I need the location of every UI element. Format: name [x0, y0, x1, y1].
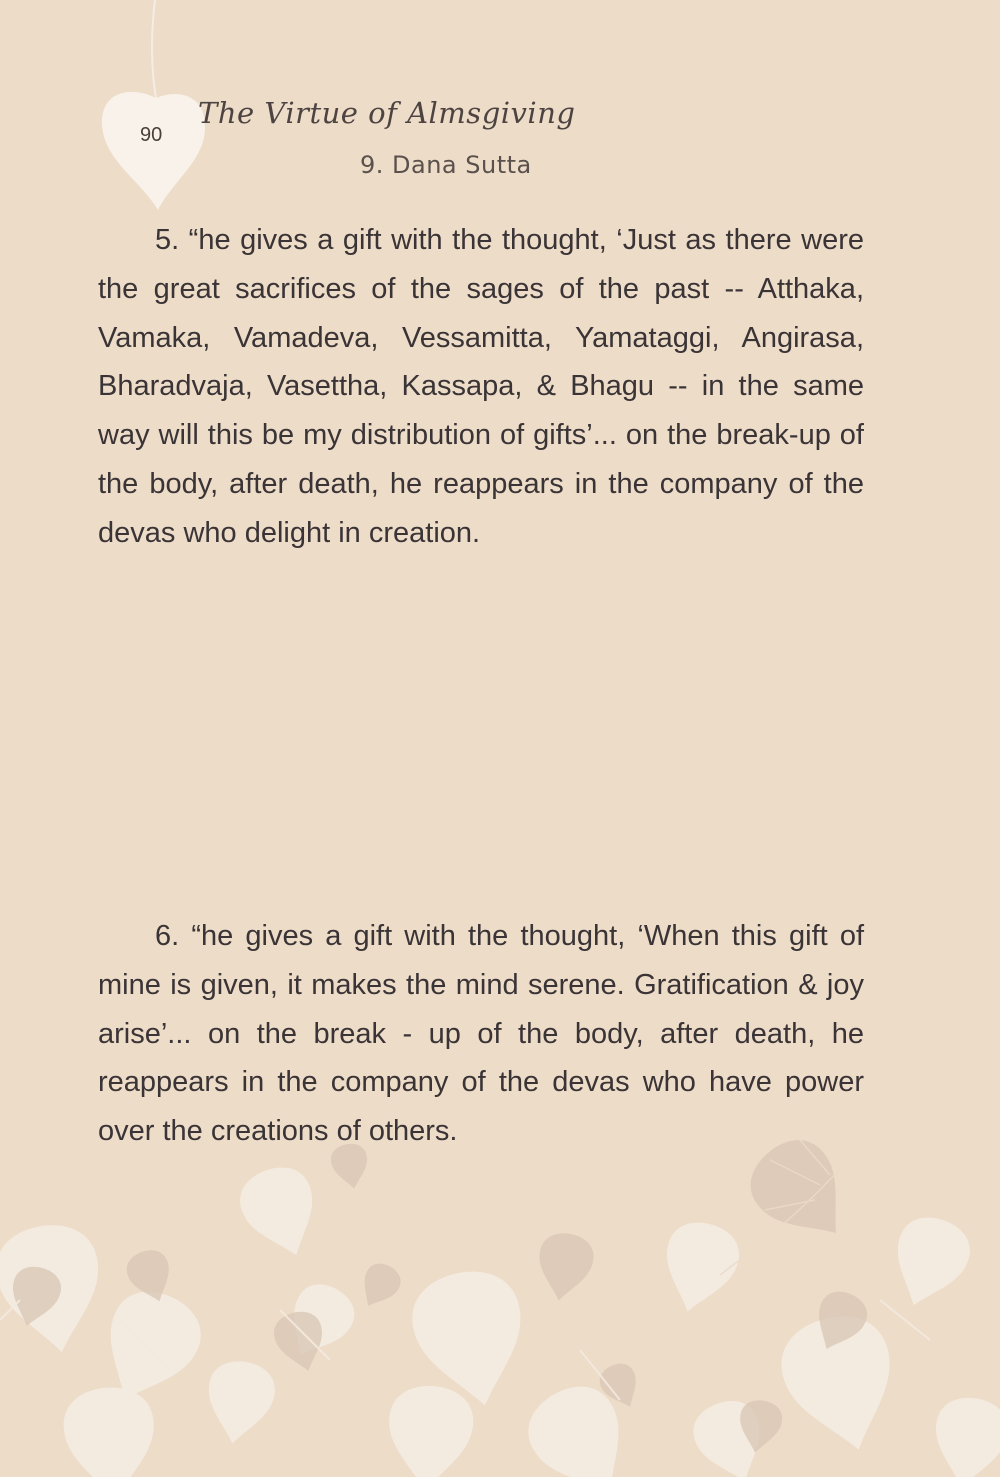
book-title: The Virtue of Almsgiving [198, 96, 576, 130]
paragraph-5: 5. “he gives a gift with the thought, ‘Just as there were the great sacrifices of the sages of the past -- Atthaka, Vamaka, Vamadeva, Vessamitta, Yamataggi, Angirasa, Bharadvaja, Vasettha, Kassapa, & Bhagu -- in the same way will this be my distribution of gifts’... on the break-up of the body, after death, he reappears in the company of the devas who delight in creation. [98, 224, 864, 549]
paragraph-6: 6. “he gives a gift with the thought, ‘When this gift of mine is given, it makes the mind serene. Gratification & joy arise’... on the break - up of the body, after death, he reappears in the company of the devas who have power over the creations of others. [98, 920, 864, 1148]
header-leaf-icon [102, 0, 205, 210]
chapter-title: 9. Dana Sutta [360, 151, 532, 179]
page-number: 90 [140, 124, 163, 146]
